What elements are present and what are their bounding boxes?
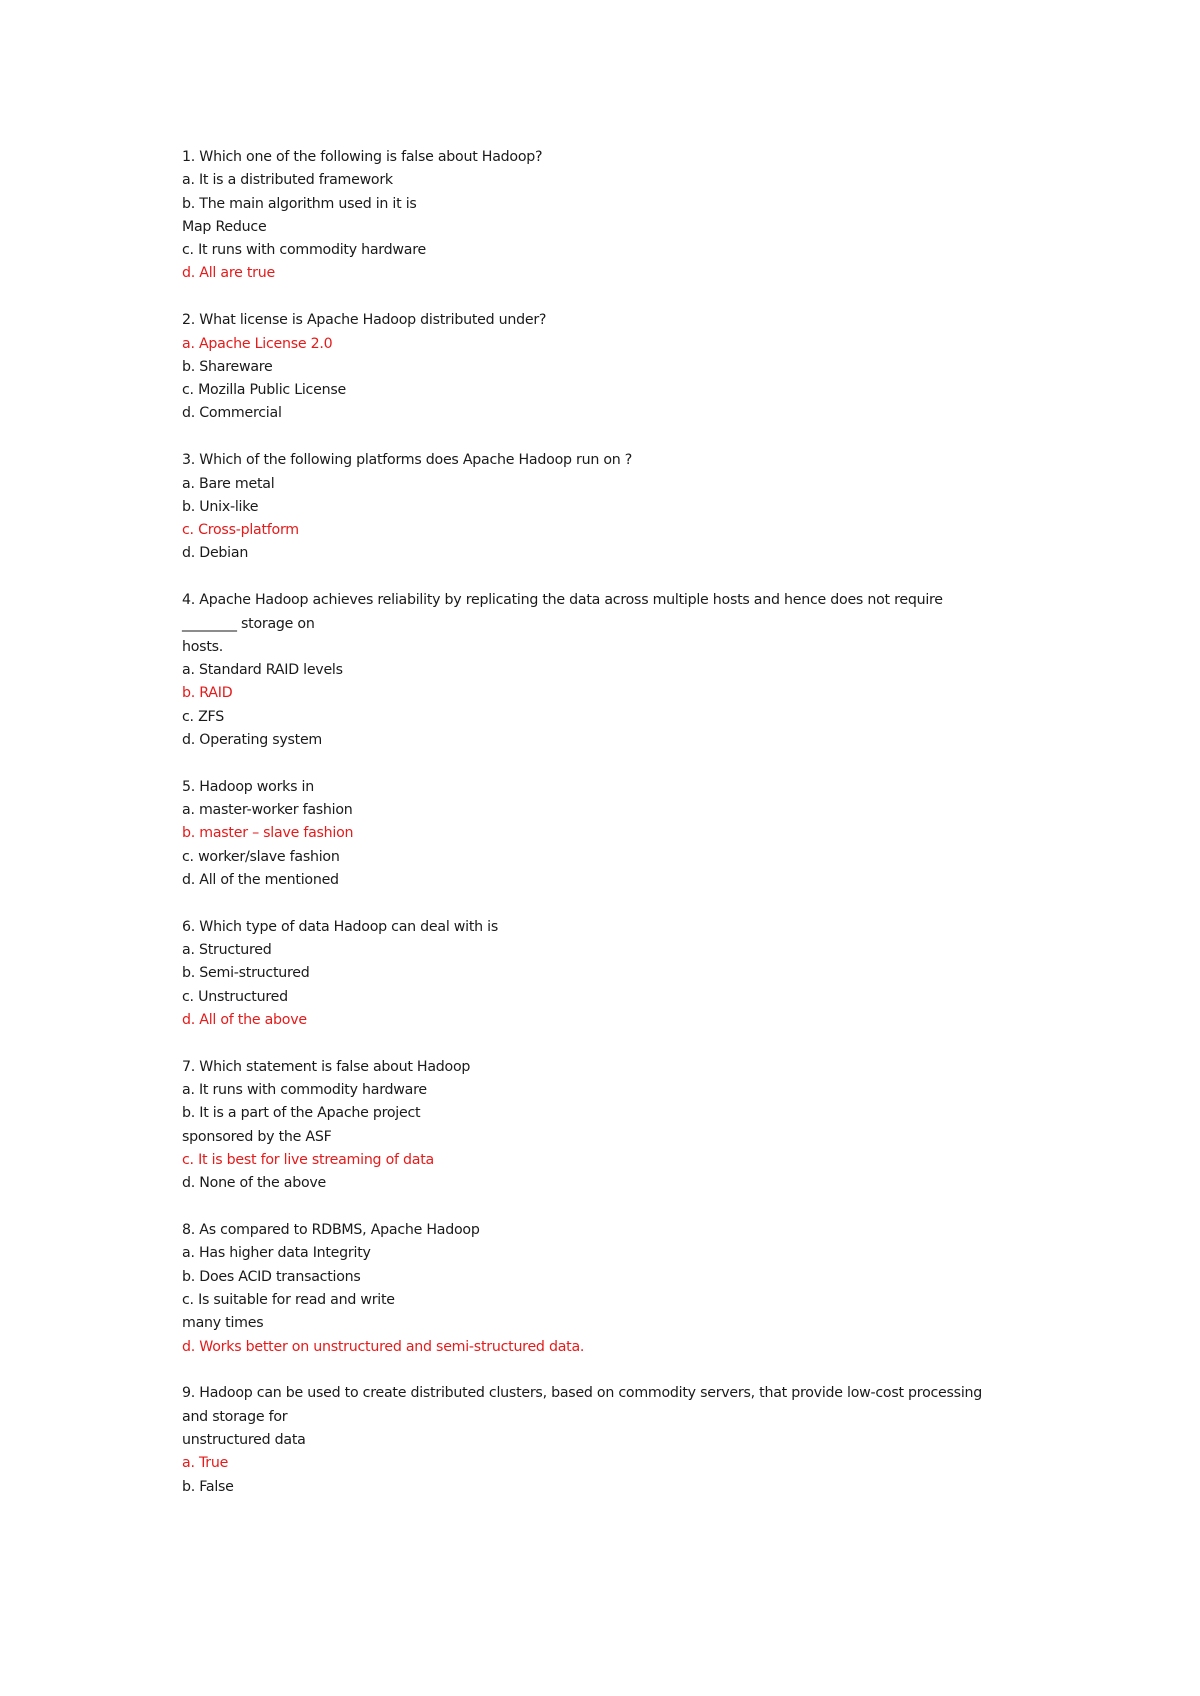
question-block-8 bbox=[182, 1219, 1062, 1359]
correct-answer-option: a. Apache License 2.0 bbox=[182, 335, 333, 352]
question-block-6 bbox=[182, 916, 1062, 1032]
answer-option-line: b. Does ACID transactions bbox=[182, 1268, 361, 1285]
answer-option-line: d. Commercial bbox=[182, 405, 282, 422]
answer-option-line: c. worker/slave fashion bbox=[182, 848, 340, 865]
question-block-2 bbox=[182, 309, 1062, 425]
answer-option-line: a. It is a distributed framework bbox=[182, 172, 393, 189]
question-text: 1. Which one of the following is false about Hadoop? bbox=[182, 149, 543, 165]
question-block-9 bbox=[182, 1382, 1062, 1498]
answer-option-line: d. All of the mentioned bbox=[182, 872, 339, 889]
question-block-1 bbox=[182, 146, 1062, 286]
answer-option-line: c. ZFS bbox=[182, 708, 224, 725]
answer-option-line: b. Shareware bbox=[182, 358, 273, 375]
correct-answer-option: d. Works better on unstructured and semi-structured data. bbox=[182, 1338, 585, 1355]
answer-option-line: hosts. bbox=[182, 638, 224, 655]
answer-option-line: Map Reduce bbox=[182, 218, 267, 235]
correct-answer-option: c. It is best for live streaming of data bbox=[182, 1151, 434, 1168]
question-block-4 bbox=[182, 589, 1062, 752]
correct-answer-option: d. All are true bbox=[182, 265, 275, 282]
correct-answer-option: a. True bbox=[182, 1455, 229, 1472]
answer-option-line: b. False bbox=[182, 1478, 234, 1495]
question-block-5 bbox=[182, 776, 1062, 892]
question-block-3 bbox=[182, 449, 1062, 565]
question-text: 7. Which statement is false about Hadoop bbox=[182, 1058, 471, 1075]
answer-option-line: many times bbox=[182, 1315, 264, 1332]
answer-option-line: b. The main algorithm used in it is bbox=[182, 195, 417, 212]
answer-option-line: c. Mozilla Public License bbox=[182, 382, 346, 399]
answer-option-line: sponsored by the ASF bbox=[182, 1128, 332, 1145]
question-text: 6. Which type of data Hadoop can deal with is bbox=[182, 918, 498, 935]
answer-option-line: c. Unstructured bbox=[182, 988, 288, 1005]
question-text: 8. As compared to RDBMS, Apache Hadoop bbox=[182, 1222, 480, 1239]
answer-option-line: d. Debian bbox=[182, 545, 249, 562]
correct-answer-option: c. Cross-platform bbox=[182, 522, 299, 539]
answer-option-line: a. master-worker fashion bbox=[182, 802, 353, 819]
question-text: 9. Hadoop can be used to create distributed clusters, based on commodity servers, that provide low-cost processing bbox=[182, 1385, 983, 1402]
correct-answer-option: b. RAID bbox=[182, 685, 233, 702]
answer-option-line: b. It is a part of the Apache project bbox=[182, 1105, 421, 1122]
answer-option-line: a. Structured bbox=[182, 942, 272, 959]
answer-option-line: unstructured data bbox=[182, 1431, 306, 1448]
answer-option-line: ________ storage on bbox=[182, 615, 315, 632]
question-block-7 bbox=[182, 1056, 1062, 1196]
answer-option-line: a. It runs with commodity hardware bbox=[182, 1082, 427, 1099]
answer-option-line: a. Bare metal bbox=[182, 475, 275, 492]
answer-option-line: b. Unix-like bbox=[182, 498, 259, 515]
question-text: 4. Apache Hadoop achieves reliability by replicating the data across multiple hosts and hence does not require bbox=[182, 592, 943, 609]
answer-option-line: c. It runs with commodity hardware bbox=[182, 242, 426, 259]
question-text: 5. Hadoop works in bbox=[182, 778, 314, 795]
answer-option-line: d. None of the above bbox=[182, 1175, 327, 1192]
correct-answer-option: d. All of the above bbox=[182, 1012, 307, 1028]
answer-option-line: and storage for bbox=[182, 1408, 288, 1425]
answer-option-line: a. Standard RAID levels bbox=[182, 662, 343, 679]
question-text: 3. Which of the following platforms does Apache Hadoop run on ? bbox=[182, 452, 633, 469]
question-text: 2. What license is Apache Hadoop distributed under? bbox=[182, 312, 547, 329]
answer-option-line: d. Operating system bbox=[182, 732, 323, 749]
answer-option-line: b. Semi-structured bbox=[182, 965, 310, 982]
answer-option-line: a. Has higher data Integrity bbox=[182, 1245, 371, 1262]
answer-option-line: c. Is suitable for read and write bbox=[182, 1291, 395, 1308]
correct-answer-option: b. master – slave fashion bbox=[182, 825, 354, 842]
quiz-document bbox=[182, 146, 1062, 1522]
